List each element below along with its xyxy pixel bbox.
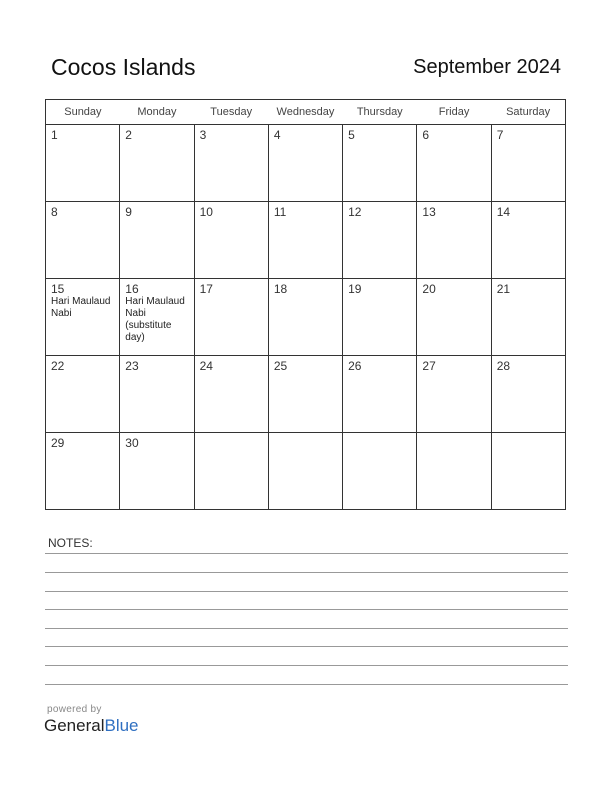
day-number: 7: [496, 128, 504, 142]
holiday-label: Hari Maulaud Nabi: [51, 296, 111, 319]
week-row: [46, 202, 566, 279]
day-number: 11: [273, 205, 287, 219]
day-number: 25: [273, 359, 288, 373]
day-cell: [417, 202, 491, 279]
day-cell: [194, 125, 268, 202]
day-cell: [268, 202, 342, 279]
day-cell: [417, 279, 491, 356]
day-number: 9: [125, 205, 132, 219]
day-cell: [268, 433, 342, 510]
day-cell: [491, 433, 565, 510]
day-number: 20: [422, 282, 436, 296]
calendar-grid: [45, 99, 566, 510]
day-number: 8: [51, 205, 58, 219]
week-row: [46, 279, 566, 356]
week-row: [46, 125, 566, 202]
day-number: 17: [199, 282, 213, 296]
day-cell: [343, 279, 417, 356]
weekday-header: Tuesday: [194, 100, 268, 125]
day-cell: [417, 356, 491, 433]
weekday-header: Friday: [417, 100, 491, 125]
note-line: [45, 684, 568, 685]
day-number: 18: [273, 282, 288, 296]
day-number: 24: [199, 359, 213, 373]
holiday-label: Hari Maulaud Nabi (substitute day): [125, 296, 185, 343]
weekday-header: Wednesday: [268, 100, 342, 125]
day-cell: [46, 356, 120, 433]
note-line: [45, 628, 568, 629]
brand-blue: Blue: [104, 716, 139, 735]
day-number: 10: [199, 205, 213, 219]
day-cell: [46, 125, 120, 202]
notes-label: NOTES:: [48, 536, 93, 550]
day-number: 26: [348, 359, 362, 373]
day-number: 22: [51, 359, 65, 373]
note-line: [45, 591, 568, 592]
brand-logo: [44, 716, 139, 736]
day-number: 27: [422, 359, 436, 373]
day-number: 2: [125, 128, 132, 142]
day-number: 30: [125, 436, 139, 450]
day-cell: [491, 125, 565, 202]
day-number: 28: [496, 359, 511, 373]
day-cell: [491, 202, 565, 279]
day-number: 21: [496, 282, 511, 296]
day-cell: [268, 125, 342, 202]
day-cell: [268, 279, 342, 356]
day-cell: [194, 356, 268, 433]
weekday-header: Sunday: [46, 100, 120, 125]
day-cell: [46, 433, 120, 510]
powered-by-text: powered by: [47, 704, 102, 715]
calendar-location-title: Cocos Islands: [51, 54, 196, 80]
day-number: 12: [348, 205, 362, 219]
day-cell: [417, 125, 491, 202]
day-number: 4: [273, 128, 281, 142]
day-number: 5: [348, 128, 355, 142]
day-number: 29: [51, 436, 65, 450]
day-cell: [194, 433, 268, 510]
day-number: 3: [199, 128, 207, 142]
day-number: 23: [125, 359, 139, 373]
day-number: 1: [51, 128, 58, 142]
calendar-month-title: September 2024: [413, 56, 561, 78]
day-cell: [268, 356, 342, 433]
weekday-header: Monday: [120, 100, 194, 125]
day-cell: [417, 433, 491, 510]
day-cell: [343, 125, 417, 202]
day-number: 19: [348, 282, 362, 296]
day-cell: [120, 433, 194, 510]
weekday-header: Saturday: [491, 100, 565, 125]
day-cell: [46, 279, 120, 356]
day-cell: [343, 356, 417, 433]
day-number: 13: [422, 205, 436, 219]
day-cell: [491, 279, 565, 356]
week-row: [46, 356, 566, 433]
weekday-header: Thursday: [343, 100, 417, 125]
day-cell: [120, 279, 194, 356]
note-line: [45, 665, 568, 666]
day-number: 6: [422, 128, 430, 142]
day-cell: [343, 202, 417, 279]
note-line: [45, 553, 568, 554]
day-cell: [194, 279, 268, 356]
note-line: [45, 609, 568, 610]
week-row: [46, 433, 566, 510]
day-cell: [194, 202, 268, 279]
day-cell: [120, 202, 194, 279]
day-cell: [46, 202, 120, 279]
day-number: 16: [125, 282, 139, 296]
day-cell: [343, 433, 417, 510]
day-cell: [120, 125, 194, 202]
day-cell: [120, 356, 194, 433]
weekday-header-row: [46, 100, 566, 125]
day-number: 14: [496, 205, 511, 219]
day-cell: [491, 356, 565, 433]
day-number: 15: [51, 282, 65, 296]
note-line: [45, 572, 568, 573]
note-line: [45, 646, 568, 647]
brand-general: General: [44, 716, 105, 735]
